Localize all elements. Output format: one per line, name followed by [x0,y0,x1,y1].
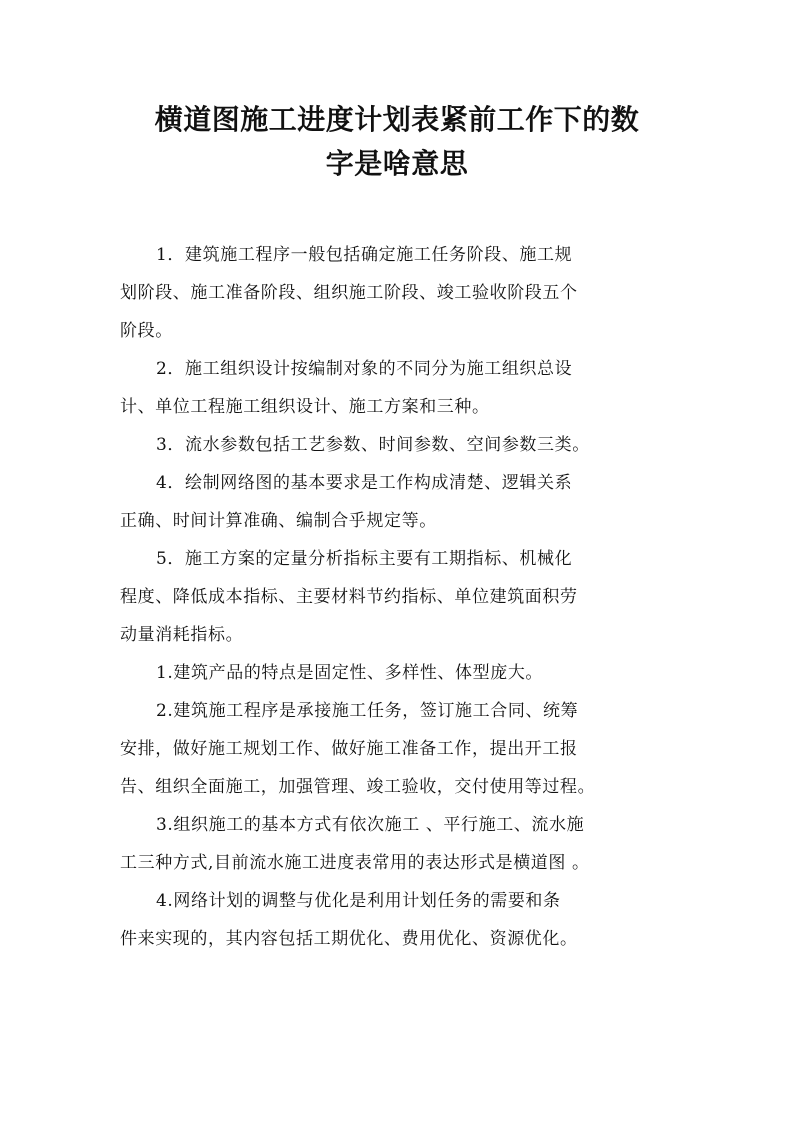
paragraph-3 [120,426,690,464]
paragraph-line: 告、组织全面施工，加强管理、竣工验收，交付使用等过程。 [120,777,596,797]
paragraph-9 [120,882,690,958]
paragraph-line: 2．施工组织设计按编制对象的不同分为施工组织总设 [156,359,573,379]
paragraph-2 [120,350,690,426]
paragraph-line: 划阶段、施工准备阶段、组织施工阶段、竣工验收阶段五个 [120,283,578,303]
paragraph-line: 计、单位工程施工组织设计、施工方案和三种。 [120,397,490,417]
paragraph-line: 动量消耗指标。 [120,625,244,645]
paragraph-8 [120,806,690,882]
paragraph-line: 阶段。 [120,321,173,341]
paragraph-6 [120,654,690,692]
document-body [120,236,690,958]
paragraph-line: 1.建筑产品的特点是固定性、多样性、体型庞大。 [156,663,544,683]
paragraph-line: 安排，做好施工规划工作、做好施工准备工作，提出开工报 [120,739,578,759]
title-line-1: 横道图施工进度计划表紧前工作下的数 [154,103,640,136]
paragraph-line: 工三种方式,目前流水施工进度表常用的表达形式是横道图 。 [120,853,590,873]
paragraph-4 [120,464,690,540]
paragraph-line: 1．建筑施工程序一般包括确定施工任务阶段、施工规 [156,245,573,265]
paragraph-line: 件来实现的，其内容包括工期优化、费用优化、资源优化。 [120,929,578,949]
paragraph-line: 4．绘制网络图的基本要求是工作构成清楚、逻辑关系 [156,473,573,493]
paragraph-1 [120,236,690,350]
paragraph-line: 正确、时间计算准确、编制合乎规定等。 [120,511,437,531]
document-title [100,98,694,186]
paragraph-line: 2.建筑施工程序是承接施工任务，签订施工合同、统筹 [156,701,579,721]
paragraph-line: 5．施工方案的定量分析指标主要有工期指标、机械化 [156,549,573,569]
paragraph-line: 程度、降低成本指标、主要材料节约指标、单位建筑面积劳 [120,587,578,607]
title-line-2: 字是啥意思 [325,147,469,180]
paragraph-5 [120,540,690,654]
paragraph-line: 3．流水参数包括工艺参数、时间参数、空间参数三类。 [156,435,590,455]
paragraph-7 [120,692,690,806]
paragraph-line: 4.网络计划的调整与优化是利用计划任务的需要和条 [156,891,561,911]
paragraph-line: 3.组织施工的基本方式有依次施工 、平行施工、流水施 [156,815,585,835]
